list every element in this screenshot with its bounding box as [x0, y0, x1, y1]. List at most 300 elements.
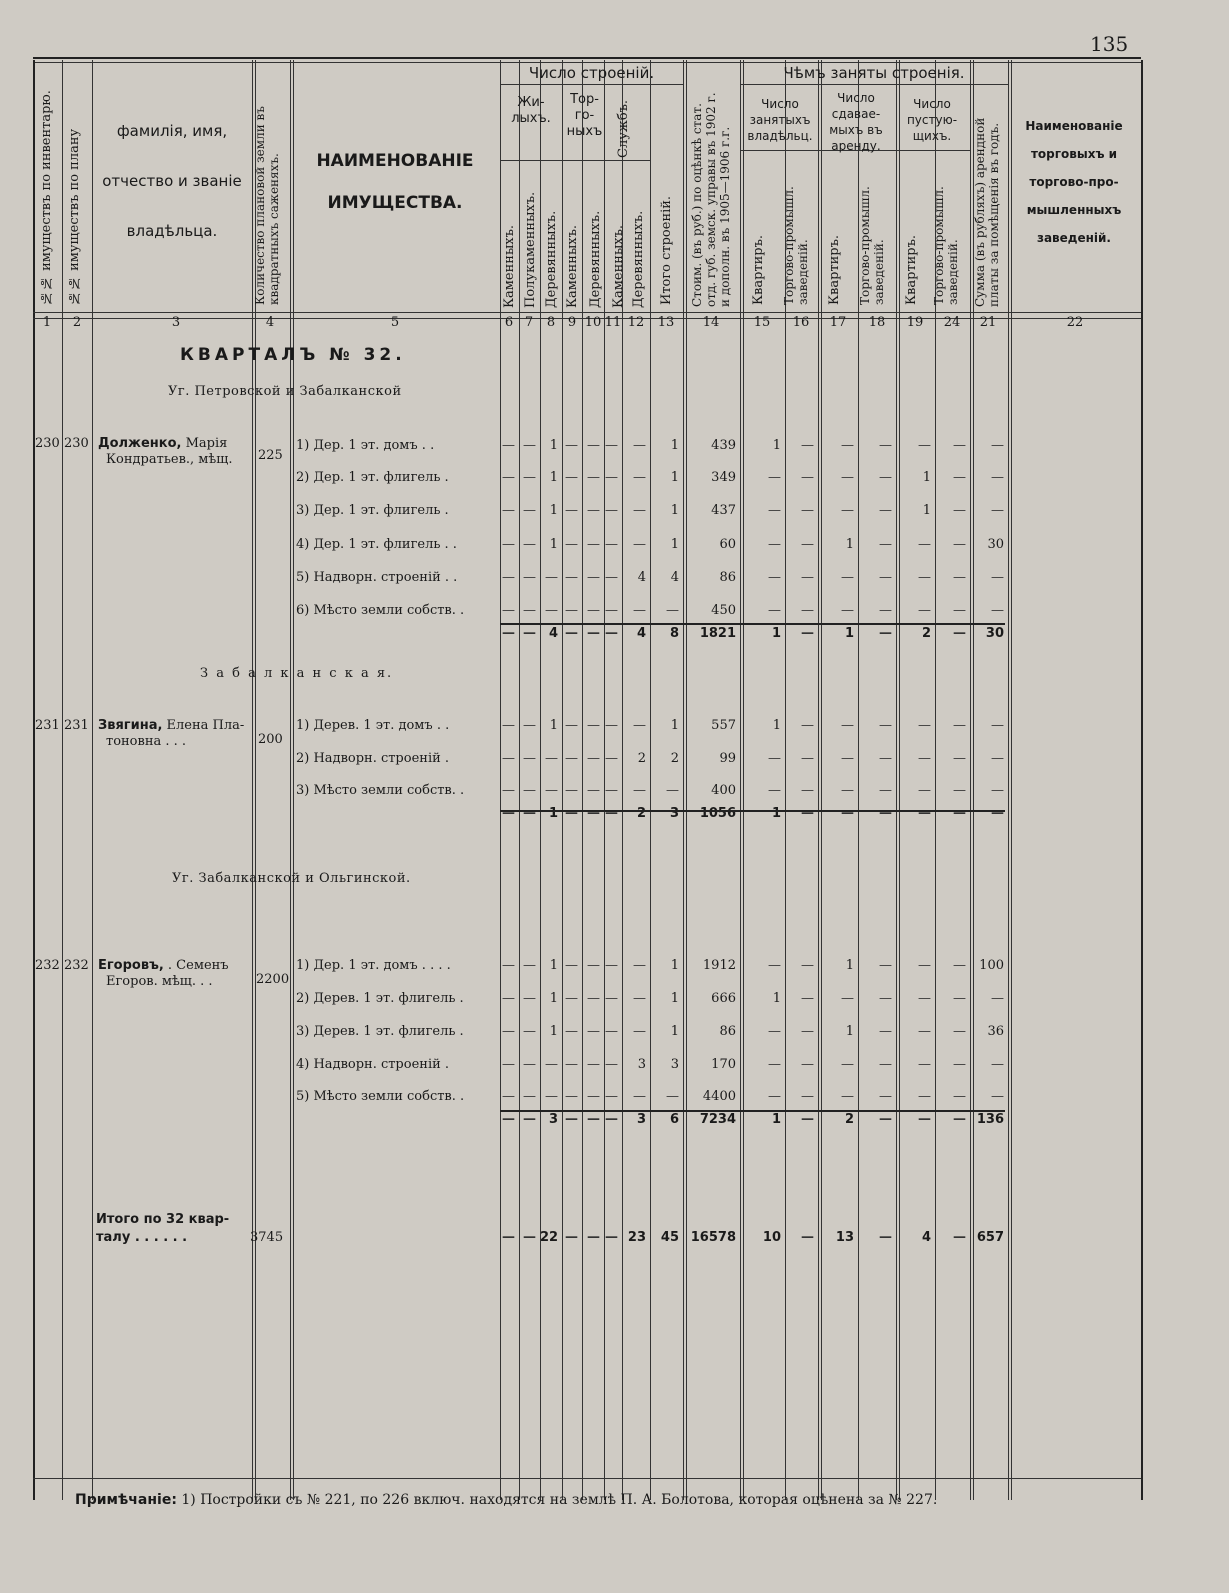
table-cell: — — [991, 1089, 1004, 1104]
table-cell: — — [502, 991, 515, 1006]
table-cell: 7234 — [699, 1112, 736, 1127]
header-group-buildings: Число строеній. — [528, 64, 655, 82]
column-number: 21 — [979, 315, 997, 330]
property-name: 6) Мѣсто земли собств. . — [296, 603, 465, 618]
table-cell: 1 — [845, 958, 854, 973]
table-cell: — — [879, 537, 892, 552]
table-cell: 4 — [921, 1230, 931, 1245]
footnote-text: 1) Постройки съ № 221, по 226 включ. находятся на землѣ П. А. Болотова, которая оцѣнена за № 227. — [181, 1492, 938, 1508]
table-cell: — — [918, 570, 931, 585]
table-cell: — — [801, 958, 814, 973]
table-cell: 30 — [987, 537, 1004, 552]
table-cell: — — [879, 438, 892, 453]
column-number: 7 — [524, 315, 534, 330]
column-number: 18 — [868, 315, 886, 330]
table-cell: — — [587, 470, 600, 485]
table-cell: — — [879, 503, 892, 518]
table-cell: — — [801, 470, 814, 485]
owner-2-given: Елена Пла- — [166, 718, 245, 733]
table-cell: — — [801, 570, 814, 585]
table-cell: — — [565, 537, 578, 552]
table-cell: — — [953, 570, 966, 585]
table-cell: — — [587, 537, 600, 552]
table-cell: 3 — [636, 1112, 646, 1127]
table-cell: 1 — [549, 1024, 558, 1039]
sub-res-l1: Жи- — [517, 95, 545, 110]
table-cell: — — [605, 470, 618, 485]
table-cell: 1 — [670, 537, 679, 552]
column-line — [540, 60, 541, 1500]
column-number: 9 — [567, 315, 577, 330]
table-cell: — — [545, 603, 558, 618]
table-cell: — — [801, 718, 814, 733]
table-cell: — — [565, 806, 578, 821]
table-cell: — — [587, 1089, 600, 1104]
table-cell: 4400 — [702, 1089, 736, 1104]
header-sub-service: Службъ. — [616, 99, 631, 158]
table-cell: 1 — [771, 1112, 781, 1127]
table-cell: 1 — [549, 438, 558, 453]
table-cell: 349 — [711, 470, 736, 485]
table-cell: — — [502, 1230, 515, 1245]
table-cell: — — [633, 1089, 646, 1104]
owner-3-surname: Егоровъ, — [98, 958, 164, 973]
table-cell: 86 — [719, 570, 736, 585]
table-cell: — — [991, 603, 1004, 618]
table-cell: — — [587, 438, 600, 453]
column-number: 1 — [42, 315, 52, 330]
header-sub-empty — [896, 96, 968, 144]
table-cell: — — [523, 1024, 536, 1039]
table-cell: — — [605, 718, 618, 733]
table-cell: — — [605, 603, 618, 618]
table-cell: — — [879, 783, 892, 798]
table-cell: 3 — [548, 1112, 558, 1127]
table-cell: — — [565, 1089, 578, 1104]
owner-2-surname: Звягина, — [98, 718, 163, 733]
property-name: 2) Дерев. 1 эт. флигель . — [296, 991, 464, 1006]
table-cell: — — [502, 958, 515, 973]
table-cell: — — [633, 470, 646, 485]
table-cell: — — [801, 783, 814, 798]
table-cell: — — [879, 626, 892, 641]
header-col5-line1: НАИМЕНОВАНІЕ — [316, 151, 474, 171]
table-cell: — — [523, 1057, 536, 1072]
table-cell: — — [565, 1057, 578, 1072]
sub-trade-l3: ныхъ — [566, 124, 603, 139]
table-cell: — — [801, 1112, 814, 1127]
table-cell: — — [879, 1057, 892, 1072]
table-cell: — — [768, 470, 781, 485]
sub-rent-l2: сдавае- — [831, 107, 881, 121]
table-cell: — — [633, 503, 646, 518]
table-cell: 1 — [549, 718, 558, 733]
table-cell: — — [587, 570, 600, 585]
table-cell: — — [841, 718, 854, 733]
table-cell: — — [605, 626, 618, 641]
header-sub-rented — [818, 90, 894, 154]
column-line — [899, 60, 900, 1500]
header-col3-line3: владѣльца. — [126, 222, 218, 240]
table-cell: — — [801, 503, 814, 518]
column-number: 24 — [943, 315, 961, 330]
column-number: 13 — [657, 315, 675, 330]
table-cell: — — [587, 626, 600, 641]
table-cell: — — [918, 958, 931, 973]
table-cell: — — [587, 751, 600, 766]
table-cell: — — [879, 718, 892, 733]
table-cell: 45 — [660, 1230, 679, 1245]
table-cell: — — [841, 783, 854, 798]
table-cell: — — [565, 626, 578, 641]
column-line — [818, 60, 819, 1500]
owner-3-line2: Егоров. мѣщ. . . — [106, 974, 213, 989]
column-number: 5 — [390, 315, 400, 330]
table-cell: 1 — [549, 991, 558, 1006]
table-cell: — — [666, 603, 679, 618]
column-line — [604, 60, 605, 1500]
table-cell: — — [879, 991, 892, 1006]
sub-empty-l3: щихъ. — [912, 129, 952, 143]
table-cell: — — [523, 991, 536, 1006]
table-cell: — — [605, 438, 618, 453]
column-line — [92, 60, 93, 1500]
group-rule-buildings — [500, 84, 683, 85]
table-cell: — — [953, 806, 966, 821]
property-name: 1) Дер. 1 эт. домъ . . — [296, 438, 435, 453]
header-col14 — [690, 62, 732, 307]
table-cell: — — [841, 1057, 854, 1072]
table-cell: — — [523, 1112, 536, 1127]
table-cell: — — [523, 603, 536, 618]
table-cell: — — [633, 1024, 646, 1039]
table-cell: — — [991, 438, 1004, 453]
table-cell: — — [523, 958, 536, 973]
table-cell: — — [801, 1024, 814, 1039]
header-sub-owner — [742, 96, 818, 144]
owner-3-area: 2200 — [256, 972, 290, 987]
table-cell: — — [841, 470, 854, 485]
owner-1-area: 225 — [258, 448, 283, 463]
table-cell: 2 — [921, 626, 931, 641]
table-cell: — — [605, 1112, 618, 1127]
subgroup-rule-1 — [500, 160, 650, 161]
column-number: 22 — [1066, 315, 1084, 330]
column-number: 17 — [829, 315, 847, 330]
table-cell: — — [502, 783, 515, 798]
column-number: 6 — [504, 315, 514, 330]
column-line — [293, 60, 294, 1500]
subtotal-rule-1 — [500, 623, 1005, 625]
table-cell: — — [565, 958, 578, 973]
table-cell: — — [918, 718, 931, 733]
table-cell: — — [801, 537, 814, 552]
column-line — [500, 60, 501, 1500]
table-cell: — — [953, 438, 966, 453]
header-col2: №№ имуществъ по плану — [67, 128, 82, 305]
column-number: 14 — [702, 315, 720, 330]
table-cell: — — [918, 438, 931, 453]
top-rule — [33, 57, 1141, 59]
table-cell: — — [841, 503, 854, 518]
column-line — [290, 60, 291, 1500]
table-cell: — — [605, 806, 618, 821]
table-cell: — — [991, 718, 1004, 733]
table-cell: — — [587, 1024, 600, 1039]
owner-2-area: 200 — [258, 732, 283, 747]
table-cell: — — [565, 718, 578, 733]
table-cell: — — [633, 537, 646, 552]
property-name: 5) Надворн. строеній . . — [296, 570, 458, 585]
table-cell: — — [953, 1024, 966, 1039]
table-cell: 170 — [711, 1057, 736, 1072]
table-cell: 1 — [670, 991, 679, 1006]
table-cell: — — [587, 806, 600, 821]
table-cell: — — [768, 570, 781, 585]
owner-2-name — [98, 718, 244, 733]
col22-l3: торгово-про- — [1029, 175, 1119, 189]
table-cell: — — [633, 991, 646, 1006]
table-cell: — — [523, 470, 536, 485]
table-cell: — — [953, 783, 966, 798]
owner-1-inv: 230 — [35, 436, 60, 451]
table-cell: — — [633, 438, 646, 453]
table-cell: 1 — [670, 470, 679, 485]
table-cell: 1 — [771, 626, 781, 641]
header-col18 — [858, 160, 886, 305]
header-col5 — [295, 150, 495, 214]
table-cell: 1912 — [702, 958, 736, 973]
column-line — [743, 60, 744, 1500]
sub-empty-l1: Число — [913, 97, 951, 111]
table-cell: — — [801, 603, 814, 618]
table-cell: — — [991, 806, 1004, 821]
column-line — [970, 60, 971, 1500]
header-col9: Каменныхъ. — [565, 224, 580, 308]
column-line — [33, 60, 35, 1500]
table-cell: — — [565, 603, 578, 618]
col22-l1: Наименованіе — [1025, 119, 1123, 133]
table-cell: — — [953, 1057, 966, 1072]
subtotal-rule-2 — [500, 810, 1005, 812]
table-cell: — — [633, 603, 646, 618]
table-cell: — — [605, 783, 618, 798]
table-cell: — — [587, 603, 600, 618]
table-cell: — — [801, 1089, 814, 1104]
header-col5-line2: ИМУЩЕСТВА. — [327, 193, 463, 213]
table-cell: — — [523, 537, 536, 552]
owner-1-plan: 230 — [64, 436, 89, 451]
table-cell: — — [918, 806, 931, 821]
col20-l2: заведеній. — [946, 239, 960, 305]
column-line — [740, 60, 741, 1500]
table-cell: — — [953, 718, 966, 733]
header-col1: №№ имуществъ по инвентарю. — [39, 90, 54, 305]
table-cell: — — [502, 438, 515, 453]
table-cell: — — [545, 751, 558, 766]
table-cell: — — [953, 991, 966, 1006]
table-cell: 3 — [637, 1057, 646, 1072]
table-cell: — — [605, 1230, 618, 1245]
grand-total-label-2: талу . . . . . . — [96, 1230, 188, 1245]
column-number: 4 — [265, 315, 275, 330]
table-cell: — — [879, 806, 892, 821]
table-cell: — — [801, 991, 814, 1006]
table-cell: 100 — [979, 958, 1004, 973]
page-number: 135 — [1090, 32, 1129, 56]
table-cell: — — [918, 991, 931, 1006]
owner-3-plan: 232 — [64, 958, 89, 973]
table-cell: — — [587, 783, 600, 798]
table-cell: 1 — [922, 503, 931, 518]
table-cell: 10 — [762, 1230, 781, 1245]
owner-2-inv: 231 — [35, 718, 60, 733]
table-cell: 6 — [669, 1112, 679, 1127]
table-cell: 1 — [844, 626, 854, 641]
table-cell: — — [991, 470, 1004, 485]
column-number: 2 — [72, 315, 82, 330]
table-cell: 36 — [987, 1024, 1004, 1039]
owner-1-surname: Долженко, — [98, 436, 182, 451]
table-cell: 2 — [844, 1112, 854, 1127]
header-col3 — [92, 120, 252, 242]
table-cell: — — [991, 503, 1004, 518]
col16-l1: Торгово-промышл. — [782, 186, 796, 305]
header-col20 — [932, 160, 960, 305]
table-cell: 1 — [670, 503, 679, 518]
table-cell: 1821 — [699, 626, 736, 641]
table-cell: — — [991, 1057, 1004, 1072]
table-cell: 3 — [669, 806, 679, 821]
table-cell: — — [953, 1112, 966, 1127]
table-cell: — — [953, 537, 966, 552]
table-cell: — — [801, 626, 814, 641]
header-col3-line1: фамилія, имя, — [116, 122, 228, 140]
table-cell: — — [879, 570, 892, 585]
table-cell: — — [523, 806, 536, 821]
table-cell: — — [918, 1024, 931, 1039]
table-cell: — — [953, 603, 966, 618]
table-cell: — — [768, 1089, 781, 1104]
table-cell: 1 — [670, 438, 679, 453]
property-name: 3) Дерев. 1 эт. флигель . — [296, 1024, 464, 1039]
col14-l2: отд. губ. земск. управы въ 1902 г. — [704, 92, 718, 307]
owner-1-given: Марія — [185, 436, 228, 451]
table-cell: — — [545, 1089, 558, 1104]
column-line — [582, 60, 583, 1500]
sub-rent-l3: мыхъ въ — [829, 123, 883, 137]
header-col4-line1: Количество плановой земли въ — [253, 106, 267, 305]
table-cell: — — [502, 470, 515, 485]
sub-owner-l1: Число — [761, 97, 799, 111]
property-name: 3) Мѣсто земли собств. . — [296, 783, 465, 798]
table-cell: — — [633, 783, 646, 798]
bottom-rule — [33, 1478, 1141, 1479]
header-col16 — [782, 160, 810, 305]
table-cell: — — [953, 1230, 966, 1245]
table-cell: 1 — [670, 718, 679, 733]
table-cell: — — [587, 1230, 600, 1245]
table-cell: 1 — [772, 718, 781, 733]
table-cell: — — [768, 751, 781, 766]
table-cell: — — [768, 783, 781, 798]
table-cell: 99 — [719, 751, 736, 766]
owner-2-plan: 231 — [64, 718, 89, 733]
table-cell: — — [633, 958, 646, 973]
table-cell: — — [523, 718, 536, 733]
header-col12: Деревянныхъ. — [631, 210, 646, 308]
table-cell: — — [565, 1024, 578, 1039]
table-cell: — — [502, 626, 515, 641]
sub-rent-l4: аренду. — [831, 139, 881, 153]
table-cell: — — [523, 570, 536, 585]
table-cell: — — [953, 751, 966, 766]
sub-empty-l2: пустую- — [906, 113, 958, 127]
col21-l2: платы за помѣщенія въ годъ. — [987, 122, 1001, 307]
column-number: 3 — [171, 315, 181, 330]
table-cell: 1 — [549, 470, 558, 485]
table-cell: — — [523, 503, 536, 518]
column-line — [519, 60, 520, 1500]
column-number: 12 — [627, 315, 645, 330]
table-cell: 1056 — [699, 806, 736, 821]
column-line — [650, 60, 651, 1500]
table-cell: — — [565, 438, 578, 453]
owner-3-inv: 232 — [35, 958, 60, 973]
col22-l4: мышленныхъ — [1026, 203, 1122, 217]
column-line — [562, 60, 563, 1500]
table-cell: 13 — [835, 1230, 854, 1245]
header-col13: Итого строеній. — [659, 195, 674, 305]
group-rule-occupied — [740, 84, 1008, 85]
sub-trade-l2: го- — [574, 108, 595, 123]
table-cell: — — [918, 537, 931, 552]
table-cell: — — [918, 1089, 931, 1104]
table-cell: — — [565, 470, 578, 485]
table-cell: — — [768, 958, 781, 973]
table-cell: — — [841, 806, 854, 821]
table-cell: 666 — [711, 991, 736, 1006]
table-cell: — — [502, 503, 515, 518]
table-cell: — — [918, 603, 931, 618]
header-col4 — [253, 70, 281, 305]
table-cell: — — [502, 751, 515, 766]
table-cell: — — [502, 1112, 515, 1127]
table-cell: — — [502, 1089, 515, 1104]
table-cell: 1 — [670, 1024, 679, 1039]
table-cell: — — [801, 806, 814, 821]
table-cell: — — [523, 1089, 536, 1104]
table-cell: — — [523, 626, 536, 641]
table-cell: — — [801, 1230, 814, 1245]
table-cell: — — [605, 503, 618, 518]
table-cell: 1 — [771, 806, 781, 821]
table-cell: — — [502, 603, 515, 618]
sub-res-l2: лыхъ. — [511, 111, 551, 126]
table-cell: — — [605, 751, 618, 766]
table-cell: — — [587, 991, 600, 1006]
table-cell: — — [768, 1057, 781, 1072]
table-cell: — — [991, 570, 1004, 585]
table-cell: 1 — [845, 1024, 854, 1039]
table-cell: — — [666, 1089, 679, 1104]
table-cell: 16578 — [690, 1230, 736, 1245]
footnote-label: Примѣчаніе: — [75, 1492, 177, 1508]
header-col4-line2: квадратныхъ саженяхъ. — [267, 153, 281, 305]
table-cell: — — [502, 806, 515, 821]
table-cell: 4 — [637, 570, 646, 585]
table-cell: — — [523, 1230, 536, 1245]
